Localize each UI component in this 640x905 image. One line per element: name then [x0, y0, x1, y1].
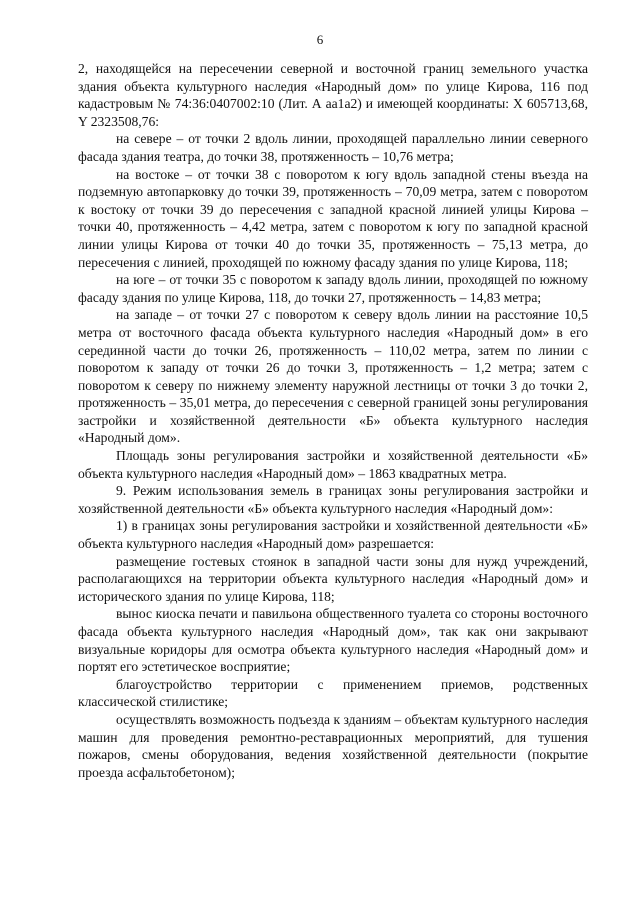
paragraph: на юге – от точки 35 с поворотом к западу вдоль линии, проходящей по южному фасаду здания по улице Кирова, 118, до точки 27, протяженность – 14,83 метра;	[78, 272, 588, 305]
paragraph: 9. Режим использования земель в границах зоны регулирования застройки и хозяйственной деятельности «Б» объекта культурного наследия «Народный дом»:	[78, 483, 588, 516]
paragraph: на севере – от точки 2 вдоль линии, проходящей параллельно линии северного фасада здания театра, до точки 38, протяженность – 10,76 метра;	[78, 131, 588, 164]
paragraph: Площадь зоны регулирования застройки и хозяйственной деятельности «Б» объекта культурного наследия «Народный дом» – 1863 квадратных метра.	[78, 448, 588, 481]
paragraph: вынос киоска печати и павильона общественного туалета со стороны восточного фасада объекта культурного наследия «Народный дом», так как они закрывают визуальные коридоры для осмотра объекта культурного наследия «Народный дом» и портят его эстетическое восприятие;	[78, 606, 588, 675]
paragraph: размещение гостевых стоянок в западной части зоны для нужд учреждений, располагающихся на территории объекта культурного наследия «Народный дом» и исторического здания по улице Кирова, 118;	[78, 553, 588, 604]
paragraph: осуществлять возможность подъезда к зданиям – объектам культурного наследия машин для проведения ремонтно-реставрационных мероприятий, для тушения пожаров, смены оборудования, ведения хозяйственной деятельности (покрытие проезда асфальтобетоном);	[78, 711, 588, 780]
paragraph: 1) в границах зоны регулирования застройки и хозяйственной деятельности «Б» объекта культурного наследия «Народный дом» разрешается:	[78, 518, 588, 552]
document-body	[78, 60, 588, 781]
paragraph: на востоке – от точки 38 с поворотом к югу вдоль западной стены въезда на подземную автопарковку до точки 39, протяженность – 70,09 метра, затем с поворотом к востоку от точки 39 до пересечения с западной красной линией улицы Кирова – точки 40, протяженность – 4,42 метра, затем с поворотом к югу по западной красной линии улицы Кирова от точки 40 до точки 35, протяженность – 75,13 метра, до пересечения с линией, проходящей по южному фасаду здания по улице Кирова, 118;	[78, 166, 588, 270]
paragraph: благоустройство территории с применением приемов, родственных классической стилистике;	[78, 676, 588, 710]
paragraph: на западе – от точки 27 с поворотом к северу вдоль линии на расстояние 10,5 метра от восточного фасада объекта культурного наследия «Народный дом» в его серединной части до точки 26, протяженность – 110,02 метра, затем по линии с поворотом к западу от точки 26 до точки 3, протяженность – 1,2 метра; затем с поворотом к северу по нижнему элементу наружной лестницы от точки 3 до точки 2, протяженность – 35,01 метра, до пересечения с северной границей зоны регулирования застройки и хозяйственной деятельности «Б» объекта культурного наследия «Народный дом».	[78, 307, 588, 446]
page-number: 6	[316, 32, 324, 47]
paragraph: 2, находящейся на пересечении северной и восточной границ земельного участка здания объекта культурного наследия «Народный дом» по улице Кирова, 116 под кадастровым № 74:36:0407002:10 (Лит. А аа1а2) и имеющей координаты: X 605713,68, Y 2323508,76:	[78, 61, 588, 129]
